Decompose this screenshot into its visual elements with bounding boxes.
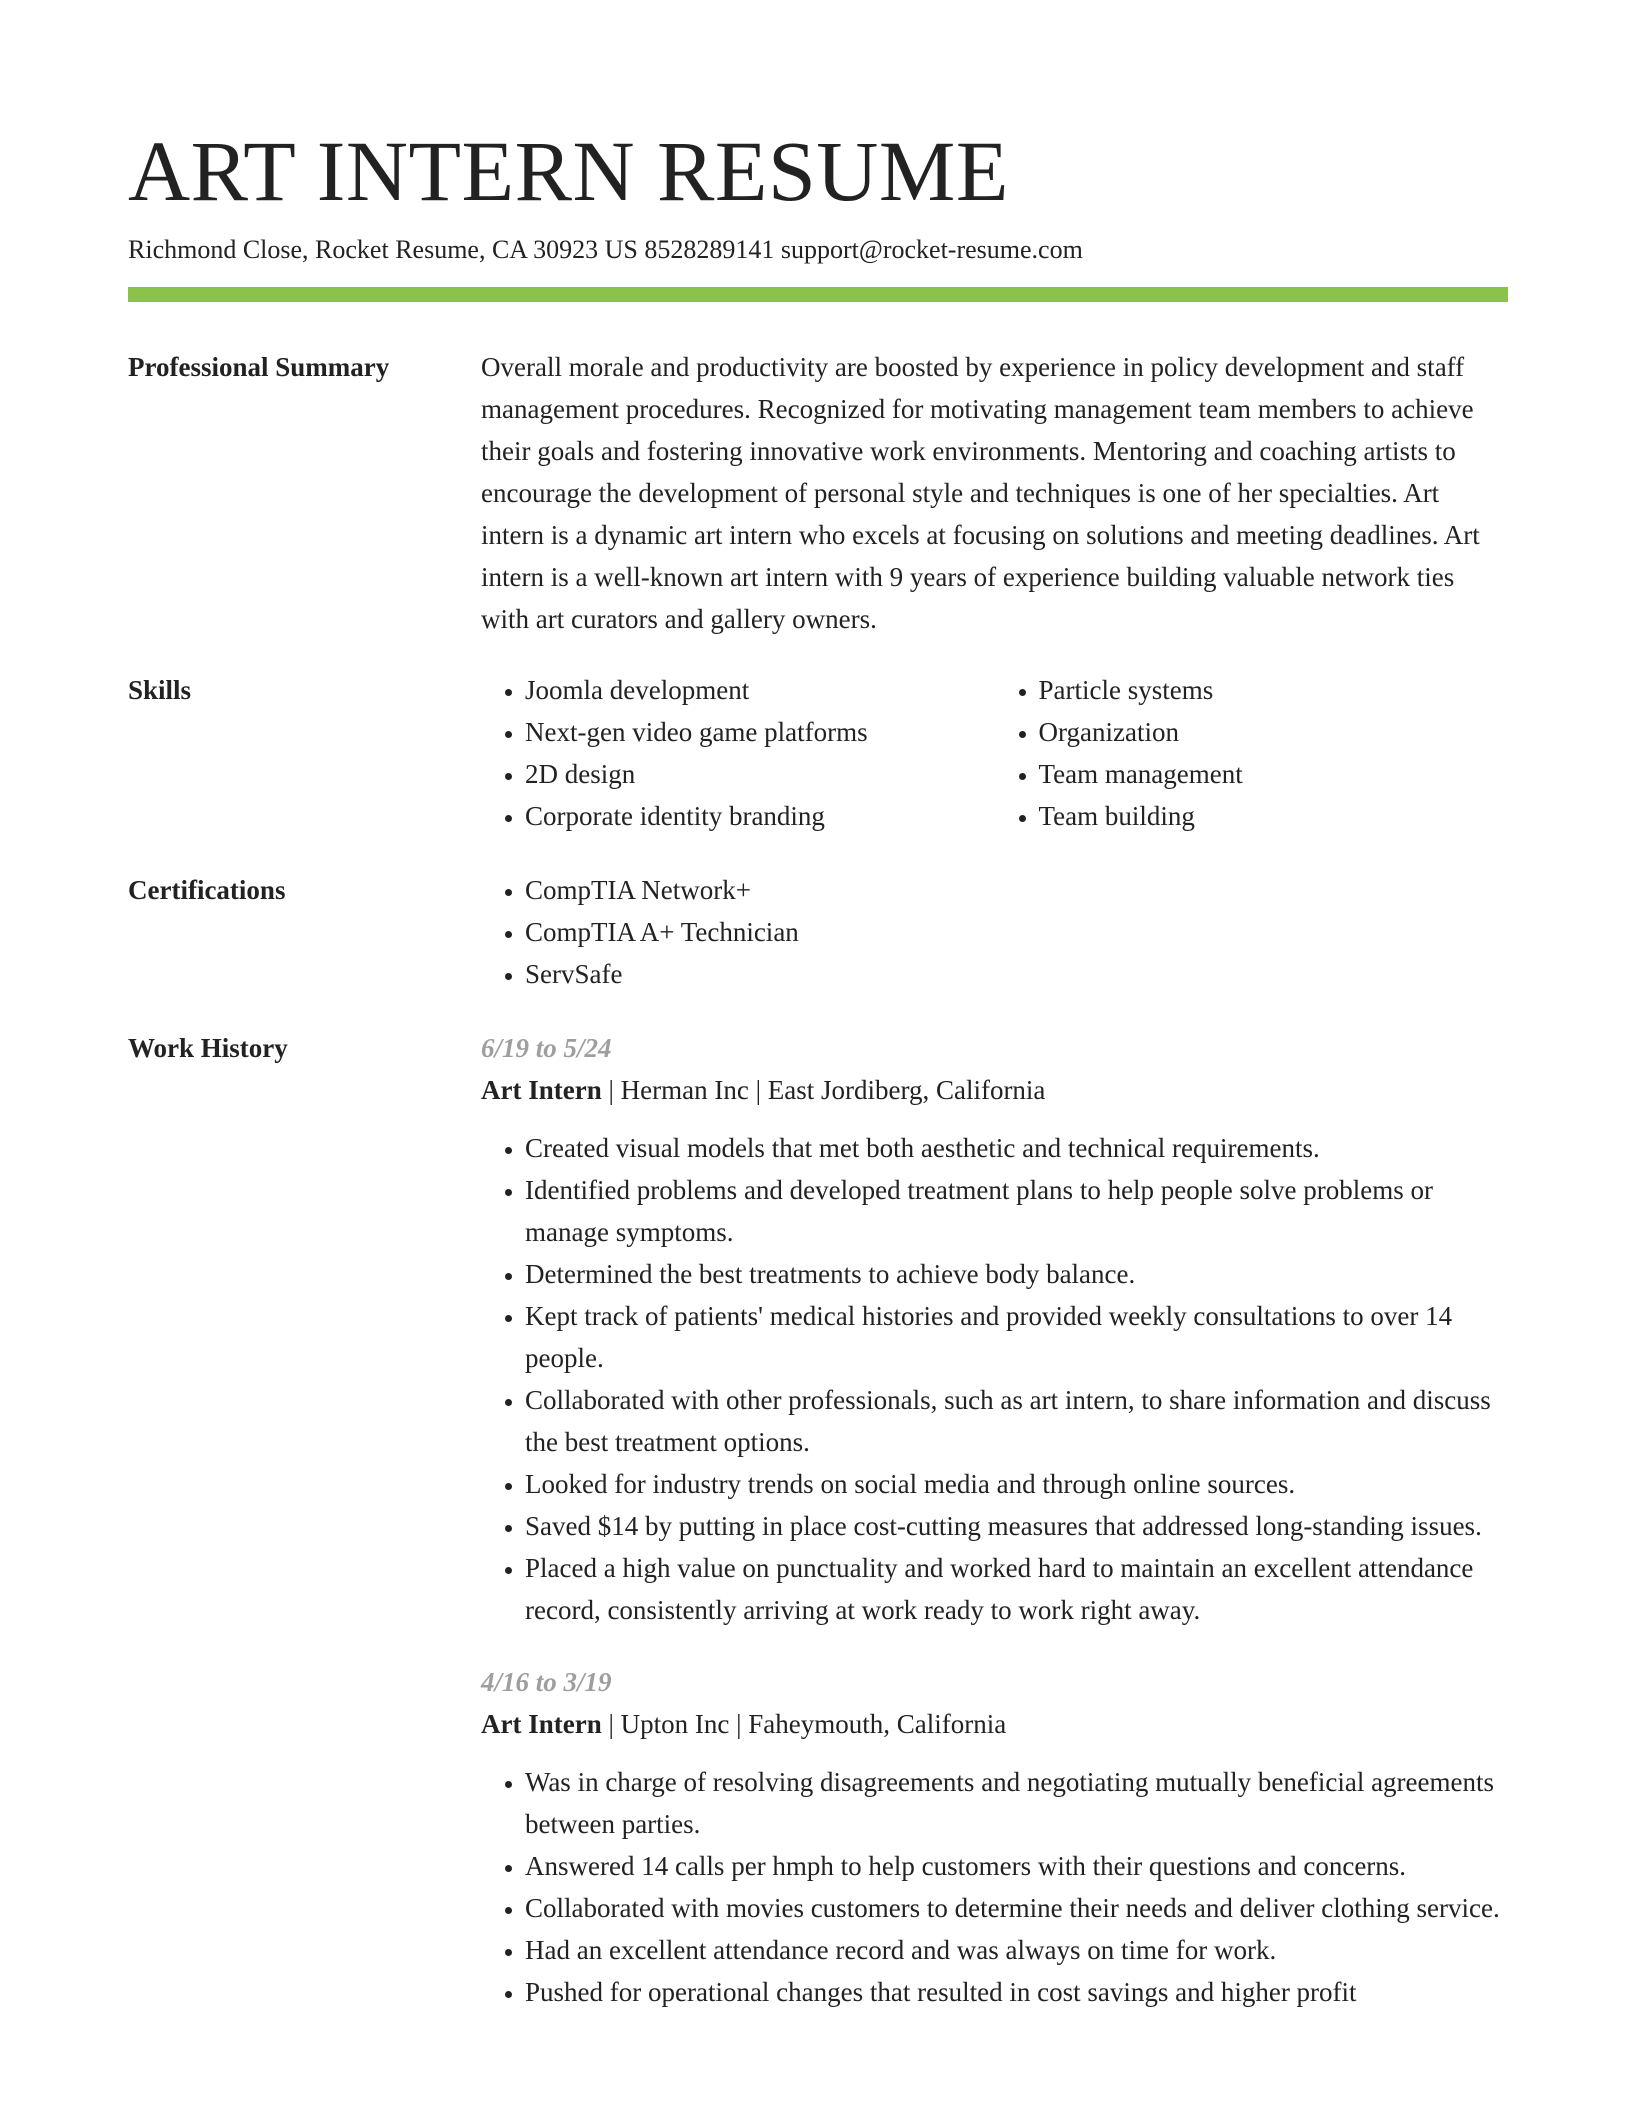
- skills-label: Skills: [128, 675, 192, 705]
- summary-text: Overall morale and productivity are boosted by experience in policy development and staff management procedures. Recognized for motivating management team members to achieve their goals and fostering innovative work environments. Mentoring and coaching artists to encourage the development of personal style and techniques is one of her specialties. Art intern is a dynamic art intern who excels at focusing on solutions and meeting deadlines. Art intern is a well-known art intern with 9 years of experience building valuable network ties with art curators and gallery owners.: [481, 352, 1480, 634]
- skill-item: • Team management: [1039, 753, 1509, 795]
- certification-item: • CompTIA Network+: [525, 869, 1508, 911]
- job-bullets: [481, 1761, 1508, 2013]
- job-bullet: • Was in charge of resolving disagreements and negotiating mutually beneficial agreements between parties.: [525, 1761, 1508, 1845]
- job-title: Art Intern: [481, 1075, 602, 1105]
- job-details: | Upton Inc | Faheymouth, California: [601, 1709, 1007, 1739]
- job-bullet: • Saved $14 by putting in place cost-cutting measures that addressed long-standing issues.: [525, 1505, 1508, 1547]
- job-bullet: • Collaborated with other professionals, such as art intern, to share information and discuss the best treatment options.: [525, 1379, 1508, 1463]
- job-dates: 6/19 to 5/24: [481, 1033, 612, 1063]
- job-entry: [481, 1661, 1508, 2013]
- job-details: | Herman Inc | East Jordiberg, California: [601, 1075, 1046, 1105]
- certification-item: • CompTIA A+ Technician: [525, 911, 1508, 953]
- job-bullet: • Determined the best treatments to achieve body balance.: [525, 1253, 1508, 1295]
- skills-column-2: [995, 669, 1509, 837]
- job-header: [481, 1069, 1508, 1111]
- job-header: [481, 1703, 1508, 1745]
- certifications-body: [481, 869, 1508, 995]
- job-entry: [481, 1027, 1508, 1631]
- job-dates: 4/16 to 3/19: [481, 1667, 612, 1697]
- job-bullet: • Collaborated with movies customers to determine their needs and deliver clothing service.: [525, 1887, 1508, 1929]
- resume-title: ART INTERN RESUME: [128, 123, 1009, 219]
- skill-item: • Joomla development: [525, 669, 995, 711]
- job-title: Art Intern: [481, 1709, 602, 1739]
- skills-column-1: [481, 669, 995, 837]
- job-bullet: • Looked for industry trends on social media and through online sources.: [525, 1463, 1508, 1505]
- job-bullet: • Pushed for operational changes that resulted in cost savings and higher profit: [525, 1971, 1508, 2013]
- skill-item: • Corporate identity branding: [525, 795, 995, 837]
- skill-item: • Next-gen video game platforms: [525, 711, 995, 753]
- skills-columns: [481, 669, 1508, 837]
- work-history-body: [481, 1027, 1508, 2043]
- accent-divider: [128, 287, 1508, 302]
- skill-item: • Team building: [1039, 795, 1509, 837]
- certification-item: • ServSafe: [525, 953, 1508, 995]
- job-bullets: [481, 1127, 1508, 1631]
- skill-item: • 2D design: [525, 753, 995, 795]
- job-bullet: • Answered 14 calls per hmph to help customers with their questions and concerns.: [525, 1845, 1508, 1887]
- summary-body: [481, 346, 1508, 640]
- certifications-list: [481, 869, 1508, 995]
- job-bullet: • Kept track of patients' medical histories and provided weekly consultations to over 14 people.: [525, 1295, 1508, 1379]
- job-bullet: • Identified problems and developed treatment plans to help people solve problems or manage symptoms.: [525, 1169, 1508, 1253]
- summary-label: Professional Summary: [128, 352, 390, 382]
- work-history-label: Work History: [128, 1033, 288, 1063]
- job-bullet: • Had an excellent attendance record and was always on time for work.: [525, 1929, 1508, 1971]
- skill-item: • Particle systems: [1039, 669, 1509, 711]
- certifications-label: Certifications: [128, 875, 286, 905]
- job-bullet: • Placed a high value on punctuality and worked hard to maintain an excellent attendance record, consistently arriving at work ready to work right away.: [525, 1547, 1508, 1631]
- skill-item: • Organization: [1039, 711, 1509, 753]
- job-bullet: • Created visual models that met both aesthetic and technical requirements.: [525, 1127, 1508, 1169]
- contact-line: Richmond Close, Rocket Resume, CA 30923 US 8528289141 support@rocket-resume.com: [128, 235, 1083, 264]
